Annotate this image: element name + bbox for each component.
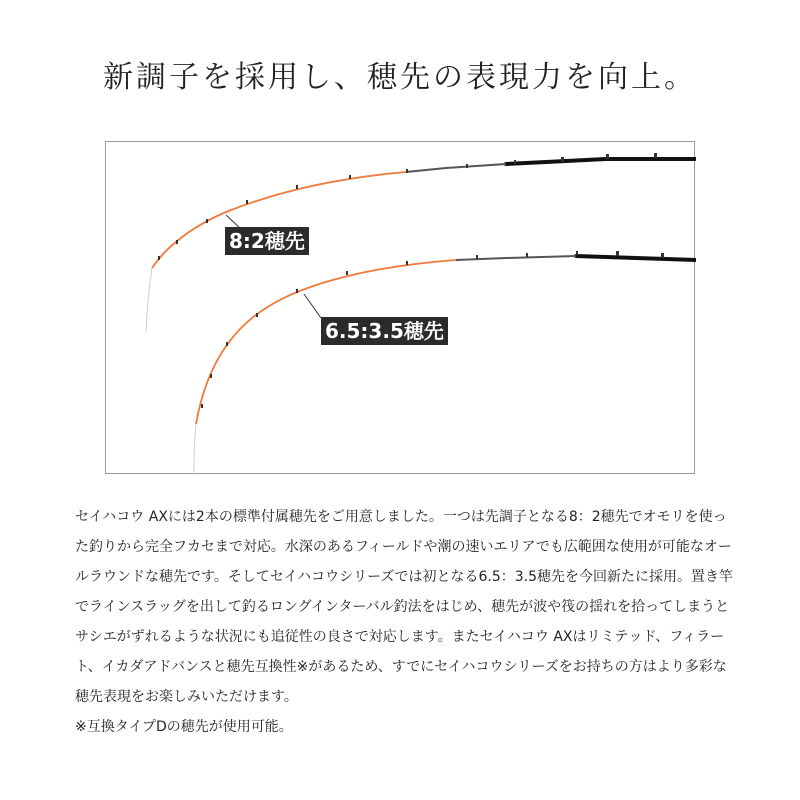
compatibility-note: ※互換タイプDの穂先が使用可能。 — [75, 719, 293, 735]
label-6-5-3-5-tip: 6.5:3.5穂先 — [321, 317, 448, 345]
description-text — [75, 502, 735, 742]
rod-tip-illustration — [105, 141, 695, 474]
rod-b-blank — [576, 256, 696, 260]
rod-b-leader — [304, 294, 321, 318]
page-headline: 新調子を採用し、穂先の表現力を向上。 — [103, 60, 697, 95]
rod-curve-6-5-3-5 — [194, 251, 696, 475]
rod-a-line — [146, 268, 152, 332]
rod-b-line — [194, 424, 196, 475]
rod-curves-svg — [106, 142, 696, 475]
label-8-2-tip: 8:2穂先 — [225, 227, 309, 255]
rod-a-upper — [406, 164, 506, 172]
description-paragraph: セイハコウ AXには2本の標準付属穂先をご用意しました。一つは先調子となる8：2穂先でオモリを使った釣りから完全フカセまで対応。水深のあるフィールドや潮の速いエリアでも広範囲な使用が可能なオールラウンドな穂先です。そしてセイハコウシリーズでは初となる6.5：3.5穂先を今回新たに採用。置き竿でラインスラッグを出して釣るロングインターバル釣法をはじめ、穂先が波や筏の揺れを拾ってしまうとサシエがずれるような状況にも追従性の良さで対応します。またセイハコウ AXはリミテッド、フィラート、イカダアドバンスと穂先互換性※があるため、すでにセイハコウシリーズをお持ちの方はより多彩な穂先表現をお楽しみいただけます。 — [75, 509, 734, 705]
rod-a-blank — [506, 159, 696, 164]
rod-b-upper — [456, 256, 576, 260]
